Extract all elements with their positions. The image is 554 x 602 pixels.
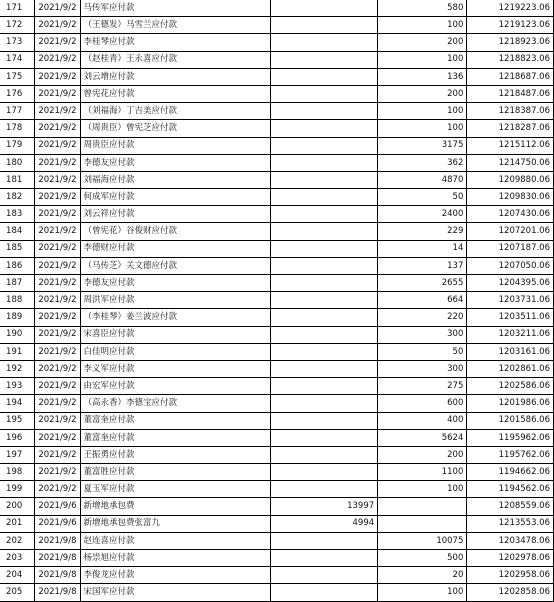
date-cell: 2021/9/2 <box>35 51 80 68</box>
date-cell: 2021/9/8 <box>35 550 80 567</box>
description-cell: 由宏军应付款 <box>80 378 271 395</box>
debit-amount-cell <box>271 120 378 137</box>
row-number-cell: 198 <box>0 464 35 481</box>
debit-amount-cell <box>271 137 378 154</box>
table-row <box>0 17 554 34</box>
credit-amount-cell: 100 <box>378 51 467 68</box>
description-cell: （赵桂青）王永喜应付款 <box>80 51 271 68</box>
balance-cell: 1202978.06 <box>467 550 554 567</box>
credit-amount-cell: 4870 <box>378 171 467 188</box>
credit-amount-cell: 100 <box>378 481 467 498</box>
description-cell: 王振勇应付款 <box>80 446 271 463</box>
description-cell: 何成军应付款 <box>80 189 271 206</box>
table-row <box>0 309 554 326</box>
description-cell: （高永香）李德宝应付款 <box>80 395 271 412</box>
row-number-cell: 189 <box>0 309 35 326</box>
description-cell: 董富奎应付款 <box>80 429 271 446</box>
credit-amount-cell: 1100 <box>378 464 467 481</box>
balance-cell: 1207050.06 <box>467 257 554 274</box>
description-cell: 李义军应付款 <box>80 360 271 377</box>
debit-amount-cell <box>271 51 378 68</box>
row-number-cell: 182 <box>0 189 35 206</box>
date-cell: 2021/9/2 <box>35 343 80 360</box>
row-number-cell: 186 <box>0 257 35 274</box>
date-cell: 2021/9/2 <box>35 446 80 463</box>
description-cell: 新增地承包费张富九 <box>80 515 271 532</box>
table-row <box>0 257 554 274</box>
date-cell: 2021/9/2 <box>35 189 80 206</box>
table-row <box>0 343 554 360</box>
credit-amount-cell: 137 <box>378 257 467 274</box>
debit-amount-cell <box>271 378 378 395</box>
date-cell: 2021/9/2 <box>35 154 80 171</box>
credit-amount-cell: 20 <box>378 567 467 584</box>
credit-amount-cell <box>378 515 467 532</box>
credit-amount-cell: 200 <box>378 34 467 51</box>
balance-cell: 1201586.06 <box>467 412 554 429</box>
row-number-cell: 199 <box>0 481 35 498</box>
credit-amount-cell: 10075 <box>378 532 467 549</box>
debit-amount-cell <box>271 257 378 274</box>
balance-cell: 1201986.06 <box>467 395 554 412</box>
description-cell: 周洪军应付款 <box>80 292 271 309</box>
date-cell: 2021/9/2 <box>35 137 80 154</box>
credit-amount-cell: 300 <box>378 326 467 343</box>
balance-cell: 1204395.06 <box>467 275 554 292</box>
date-cell: 2021/9/2 <box>35 223 80 240</box>
balance-cell: 1208559.06 <box>467 498 554 515</box>
balance-cell: 1214750.06 <box>467 154 554 171</box>
debit-amount-cell <box>271 429 378 446</box>
balance-cell: 1202858.06 <box>467 584 554 601</box>
row-number-cell: 177 <box>0 103 35 120</box>
table-row <box>0 412 554 429</box>
date-cell: 2021/9/2 <box>35 171 80 188</box>
table-row <box>0 189 554 206</box>
table-row <box>0 515 554 532</box>
debit-amount-cell <box>271 275 378 292</box>
description-cell: （马传芝）关文德应付款 <box>80 257 271 274</box>
date-cell: 2021/9/2 <box>35 257 80 274</box>
date-cell: 2021/9/2 <box>35 429 80 446</box>
table-row <box>0 240 554 257</box>
balance-cell: 1218823.06 <box>467 51 554 68</box>
row-number-cell: 171 <box>0 0 35 17</box>
table-row <box>0 360 554 377</box>
debit-amount-cell <box>271 584 378 601</box>
row-number-cell: 190 <box>0 326 35 343</box>
debit-amount-cell <box>271 34 378 51</box>
row-number-cell: 202 <box>0 532 35 549</box>
debit-amount-cell <box>271 446 378 463</box>
balance-cell: 1203161.06 <box>467 343 554 360</box>
balance-cell: 1195962.06 <box>467 429 554 446</box>
table-row <box>0 326 554 343</box>
row-number-cell: 185 <box>0 240 35 257</box>
credit-amount-cell: 300 <box>378 360 467 377</box>
table-row <box>0 550 554 567</box>
credit-amount-cell: 220 <box>378 309 467 326</box>
credit-amount-cell <box>378 498 467 515</box>
date-cell: 2021/9/2 <box>35 326 80 343</box>
debit-amount-cell <box>271 550 378 567</box>
row-number-cell: 179 <box>0 137 35 154</box>
table-row <box>0 567 554 584</box>
table-row <box>0 395 554 412</box>
description-cell: 刘福海应付款 <box>80 171 271 188</box>
debit-amount-cell <box>271 567 378 584</box>
table-row <box>0 464 554 481</box>
date-cell: 2021/9/6 <box>35 498 80 515</box>
table-row <box>0 171 554 188</box>
credit-amount-cell: 136 <box>378 68 467 85</box>
credit-amount-cell: 200 <box>378 85 467 102</box>
table-row <box>0 446 554 463</box>
table-row <box>0 85 554 102</box>
balance-cell: 1207430.06 <box>467 206 554 223</box>
row-number-cell: 192 <box>0 360 35 377</box>
table-row <box>0 481 554 498</box>
date-cell: 2021/9/6 <box>35 515 80 532</box>
description-cell: （曾宪花）谷俊财应付款 <box>80 223 271 240</box>
credit-amount-cell: 500 <box>378 550 467 567</box>
description-cell: （周贵臣）曾宪芝应付款 <box>80 120 271 137</box>
table-row <box>0 137 554 154</box>
description-cell: 李德友应付款 <box>80 275 271 292</box>
balance-cell: 1202861.06 <box>467 360 554 377</box>
date-cell: 2021/9/2 <box>35 412 80 429</box>
description-cell: 董富胜应付款 <box>80 464 271 481</box>
balance-cell: 1219123.06 <box>467 17 554 34</box>
debit-amount-cell <box>271 85 378 102</box>
credit-amount-cell: 580 <box>378 0 467 17</box>
credit-amount-cell: 100 <box>378 17 467 34</box>
description-cell: 董富奎应付款 <box>80 412 271 429</box>
balance-cell: 1203211.06 <box>467 326 554 343</box>
row-number-cell: 172 <box>0 17 35 34</box>
debit-amount-cell <box>271 103 378 120</box>
description-cell: 刘云祥应付款 <box>80 206 271 223</box>
balance-cell: 1218687.06 <box>467 68 554 85</box>
description-cell: （刘福海）丁吉美应付款 <box>80 103 271 120</box>
balance-cell: 1213553.06 <box>467 515 554 532</box>
credit-amount-cell: 50 <box>378 189 467 206</box>
description-cell: 宋喜臣应付款 <box>80 326 271 343</box>
table-row <box>0 206 554 223</box>
debit-amount-cell <box>271 412 378 429</box>
credit-amount-cell: 100 <box>378 103 467 120</box>
table-row <box>0 584 554 601</box>
description-cell: 周贵臣应付款 <box>80 137 271 154</box>
row-number-cell: 205 <box>0 584 35 601</box>
balance-cell: 1218287.06 <box>467 120 554 137</box>
table-row <box>0 68 554 85</box>
date-cell: 2021/9/2 <box>35 464 80 481</box>
table-row <box>0 429 554 446</box>
balance-cell: 1195762.06 <box>467 446 554 463</box>
debit-amount-cell <box>271 343 378 360</box>
credit-amount-cell: 362 <box>378 154 467 171</box>
row-number-cell: 173 <box>0 34 35 51</box>
balance-cell: 1218487.06 <box>467 85 554 102</box>
row-number-cell: 183 <box>0 206 35 223</box>
table-row <box>0 51 554 68</box>
row-number-cell: 200 <box>0 498 35 515</box>
row-number-cell: 188 <box>0 292 35 309</box>
table-row <box>0 120 554 137</box>
table-row <box>0 292 554 309</box>
description-cell: 李德友应付款 <box>80 154 271 171</box>
date-cell: 2021/9/2 <box>35 378 80 395</box>
table-row <box>0 34 554 51</box>
balance-cell: 1209830.06 <box>467 189 554 206</box>
date-cell: 2021/9/2 <box>35 206 80 223</box>
debit-amount-cell <box>271 464 378 481</box>
description-cell: 赵连喜应付款 <box>80 532 271 549</box>
table-row <box>0 498 554 515</box>
debit-amount-cell: 13997 <box>271 498 378 515</box>
table-row <box>0 275 554 292</box>
date-cell: 2021/9/2 <box>35 275 80 292</box>
balance-cell: 1219223.06 <box>467 0 554 17</box>
debit-amount-cell <box>271 481 378 498</box>
debit-amount-cell <box>271 395 378 412</box>
row-number-cell: 181 <box>0 171 35 188</box>
date-cell: 2021/9/8 <box>35 567 80 584</box>
credit-amount-cell: 229 <box>378 223 467 240</box>
date-cell: 2021/9/2 <box>35 240 80 257</box>
debit-amount-cell <box>271 223 378 240</box>
balance-cell: 1218923.06 <box>467 34 554 51</box>
row-number-cell: 180 <box>0 154 35 171</box>
balance-cell: 1203731.06 <box>467 292 554 309</box>
row-number-cell: 178 <box>0 120 35 137</box>
row-number-cell: 176 <box>0 85 35 102</box>
description-cell: 白佳明应付款 <box>80 343 271 360</box>
balance-cell: 1194562.06 <box>467 481 554 498</box>
description-cell: 宋国军应付款 <box>80 584 271 601</box>
row-number-cell: 193 <box>0 378 35 395</box>
row-number-cell: 201 <box>0 515 35 532</box>
debit-amount-cell <box>271 292 378 309</box>
debit-amount-cell <box>271 326 378 343</box>
row-number-cell: 175 <box>0 68 35 85</box>
credit-amount-cell: 600 <box>378 395 467 412</box>
date-cell: 2021/9/2 <box>35 85 80 102</box>
debit-amount-cell <box>271 0 378 17</box>
balance-cell: 1202958.06 <box>467 567 554 584</box>
credit-amount-cell: 100 <box>378 584 467 601</box>
row-number-cell: 195 <box>0 412 35 429</box>
description-cell: （李桂琴）姜兰波应付款 <box>80 309 271 326</box>
credit-amount-cell: 275 <box>378 378 467 395</box>
credit-amount-cell: 664 <box>378 292 467 309</box>
date-cell: 2021/9/2 <box>35 395 80 412</box>
debit-amount-cell <box>271 206 378 223</box>
description-cell: 马传军应付款 <box>80 0 271 17</box>
balance-cell: 1202586.06 <box>467 378 554 395</box>
description-cell: 曾宪花应付款 <box>80 85 271 102</box>
description-cell: （王德发）马雪兰应付款 <box>80 17 271 34</box>
description-cell: 夏玉军应付款 <box>80 481 271 498</box>
date-cell: 2021/9/2 <box>35 34 80 51</box>
debit-amount-cell <box>271 189 378 206</box>
row-number-cell: 197 <box>0 446 35 463</box>
row-number-cell: 204 <box>0 567 35 584</box>
table-row <box>0 532 554 549</box>
debit-amount-cell: 4994 <box>271 515 378 532</box>
date-cell: 2021/9/8 <box>35 532 80 549</box>
table-row <box>0 103 554 120</box>
date-cell: 2021/9/2 <box>35 68 80 85</box>
debit-amount-cell <box>271 532 378 549</box>
balance-cell: 1207201.06 <box>467 223 554 240</box>
row-number-cell: 196 <box>0 429 35 446</box>
row-number-cell: 184 <box>0 223 35 240</box>
debit-amount-cell <box>271 154 378 171</box>
date-cell: 2021/9/2 <box>35 360 80 377</box>
debit-amount-cell <box>271 309 378 326</box>
date-cell: 2021/9/2 <box>35 481 80 498</box>
credit-amount-cell: 200 <box>378 446 467 463</box>
date-cell: 2021/9/2 <box>35 309 80 326</box>
credit-amount-cell: 2655 <box>378 275 467 292</box>
table-row <box>0 0 554 17</box>
date-cell: 2021/9/8 <box>35 584 80 601</box>
credit-amount-cell: 400 <box>378 412 467 429</box>
credit-amount-cell: 5624 <box>378 429 467 446</box>
credit-amount-cell: 3175 <box>378 137 467 154</box>
table-row <box>0 154 554 171</box>
balance-cell: 1209880.06 <box>467 171 554 188</box>
debit-amount-cell <box>271 17 378 34</box>
date-cell: 2021/9/2 <box>35 0 80 17</box>
date-cell: 2021/9/2 <box>35 120 80 137</box>
row-number-cell: 187 <box>0 275 35 292</box>
description-cell: 李桂琴应付款 <box>80 34 271 51</box>
balance-cell: 1207187.06 <box>467 240 554 257</box>
description-cell: 新增地承包费 <box>80 498 271 515</box>
debit-amount-cell <box>271 68 378 85</box>
debit-amount-cell <box>271 240 378 257</box>
credit-amount-cell: 2400 <box>378 206 467 223</box>
date-cell: 2021/9/2 <box>35 292 80 309</box>
row-number-cell: 203 <box>0 550 35 567</box>
credit-amount-cell: 14 <box>378 240 467 257</box>
debit-amount-cell <box>271 360 378 377</box>
row-number-cell: 191 <box>0 343 35 360</box>
credit-amount-cell: 50 <box>378 343 467 360</box>
row-number-cell: 194 <box>0 395 35 412</box>
description-cell: 杨崇旭应付款 <box>80 550 271 567</box>
balance-cell: 1218387.06 <box>467 103 554 120</box>
balance-cell: 1203511.06 <box>467 309 554 326</box>
debit-amount-cell <box>271 171 378 188</box>
description-cell: 刘云增应付款 <box>80 68 271 85</box>
date-cell: 2021/9/2 <box>35 103 80 120</box>
balance-cell: 1215112.06 <box>467 137 554 154</box>
date-cell: 2021/9/2 <box>35 17 80 34</box>
description-cell: 李德财应付款 <box>80 240 271 257</box>
table-row <box>0 378 554 395</box>
balance-cell: 1203478.06 <box>467 532 554 549</box>
balance-cell: 1194662.06 <box>467 464 554 481</box>
description-cell: 李俊龙应付款 <box>80 567 271 584</box>
row-number-cell: 174 <box>0 51 35 68</box>
table-row <box>0 223 554 240</box>
credit-amount-cell: 100 <box>378 120 467 137</box>
